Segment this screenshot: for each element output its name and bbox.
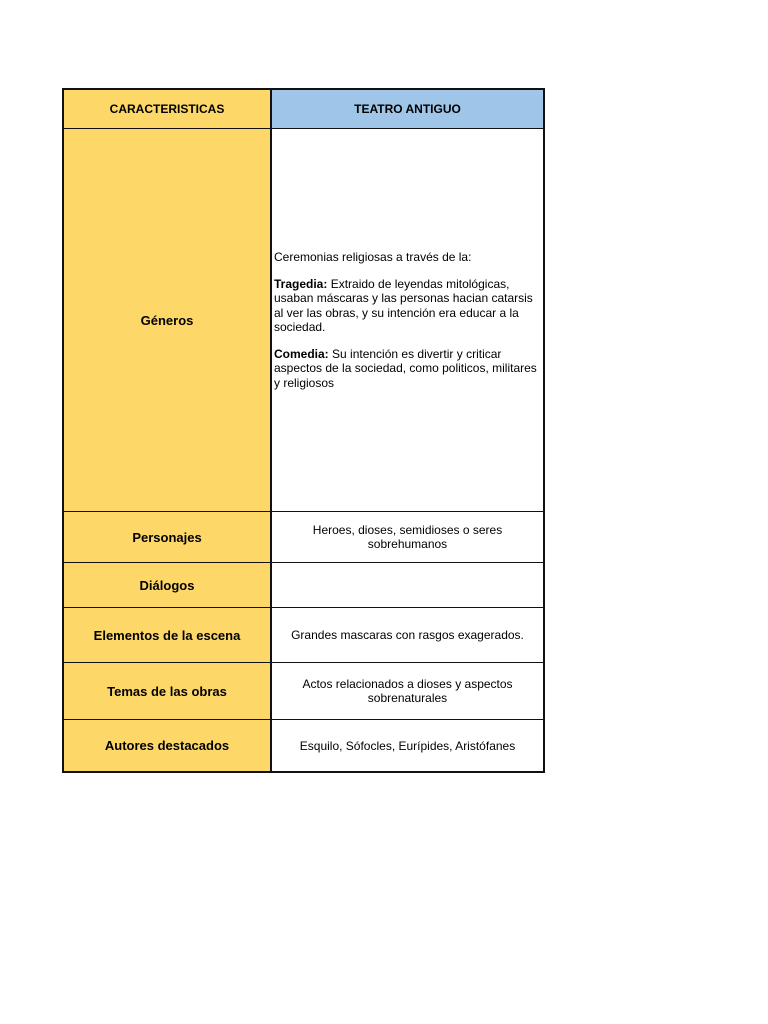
value-generos	[272, 129, 543, 511]
generos-tragedia	[274, 277, 541, 335]
header-teatro-antiguo: TEATRO ANTIGUO	[272, 90, 543, 128]
row-generos	[64, 129, 543, 512]
comedia-text: Su intención es divertir y criticar aspectos de la sociedad, como politicos, militares y religiosos	[274, 346, 537, 390]
comedia-term: Comedia:	[274, 346, 329, 361]
tragedia-term: Tragedia:	[274, 276, 328, 291]
tragedia-text: Extraido de leyendas mitológicas, usaban máscaras y las personas hacian catarsis al ver las obras, y su intención era educar a la sociedad.	[274, 276, 533, 334]
value-temas: Actos relacionados a dioses y aspectos sobrenaturales	[302, 677, 513, 705]
row-elementos	[64, 608, 543, 663]
row-autores	[64, 720, 543, 771]
comparison-table	[62, 88, 545, 773]
value-dialogos	[272, 563, 543, 607]
generos-text-block	[274, 250, 541, 390]
table-header-row	[64, 90, 543, 129]
row-temas	[64, 663, 543, 720]
value-autores: Esquilo, Sófocles, Eurípides, Aristófanes	[299, 738, 516, 753]
header-caracteristicas: CARACTERISTICAS	[64, 90, 272, 128]
value-elementos: Grandes mascaras con rasgos exagerados.	[291, 628, 524, 642]
label-temas: Temas de las obras	[64, 663, 272, 719]
row-dialogos	[64, 563, 543, 608]
generos-intro: Ceremonias religiosas a través de la:	[274, 250, 472, 264]
label-dialogos: Diálogos	[64, 563, 272, 607]
label-generos: Géneros	[64, 129, 272, 511]
row-personajes	[64, 512, 543, 563]
value-personajes: Heroes, dioses, semidioses o seres sobrehumanos	[312, 523, 503, 551]
generos-comedia	[274, 347, 541, 391]
label-personajes: Personajes	[64, 512, 272, 562]
label-elementos: Elementos de la escena	[64, 608, 272, 662]
label-autores: Autores destacados	[64, 720, 272, 771]
